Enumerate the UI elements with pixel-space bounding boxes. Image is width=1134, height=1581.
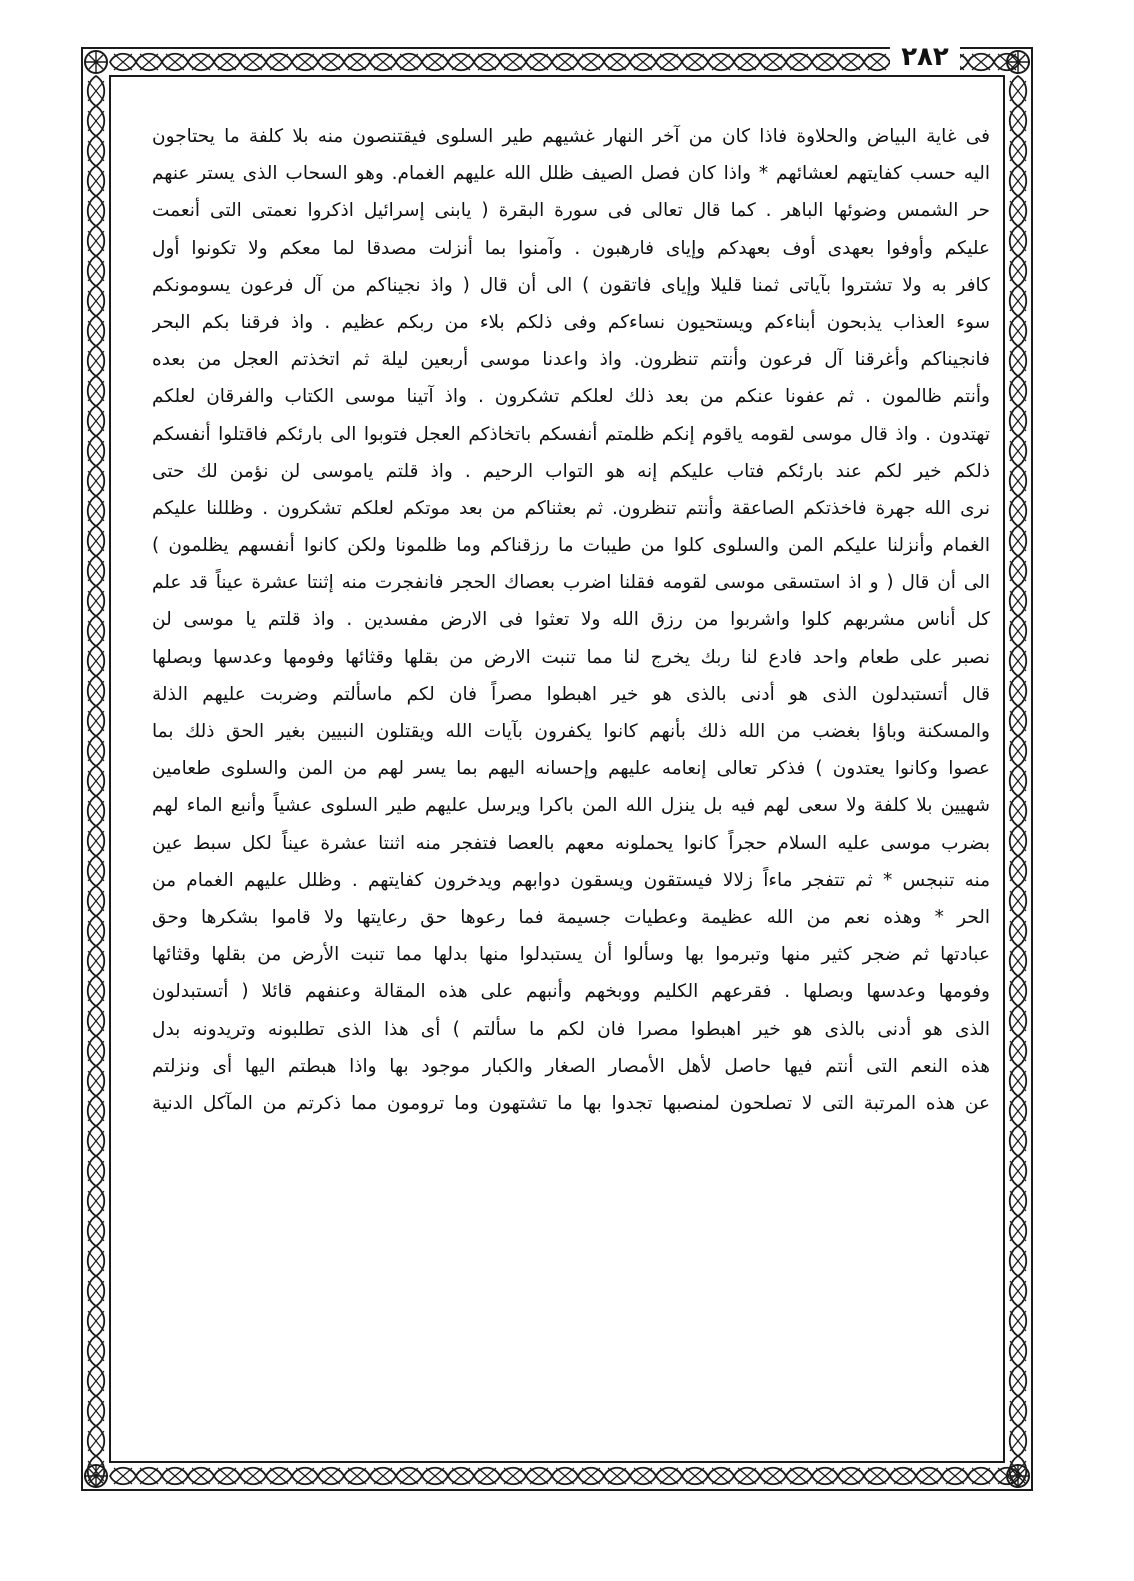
text-line: وفومها وعدسها وبصلها . فقرعهم الكليم ووبخهم وأنبهم على هذه المقالة وعنفهم قائلا ( أتستبدلون [152, 981, 990, 1003]
text-line: حر الشمس وضوئها الباهر . كما قال تعالى فى سورة البقرة ( يابنى إسرائيل اذكروا نعمتى التى أنعمت [152, 200, 990, 222]
text-line: عن هذه المرتبة التى لا تصلحون لمنصبها تجدوا بها ما تشتهون وما ترومون مما ذكرتم من المآكل الدنية [152, 1092, 990, 1114]
text-line: ذلكم خير لكم عند بارئكم فتاب عليكم إنه هو التواب الرحيم . واذ قلتم ياموسى لن نؤمن لك حتى [152, 460, 990, 482]
text-line: اليه حسب كفايتهم لعشائهم * واذا كان فصل الصيف ظلل الله عليهم الغمام. وهو السحاب الذى يستر عنهم [152, 163, 990, 185]
text-line: كل أناس مشربهم كلوا واشربوا من رزق الله ولا تعثوا فى الارض مفسدين . واذ قلتم يا موسى لن [152, 609, 990, 631]
body-text [152, 118, 990, 1458]
text-line: عليكم وأوفوا بعهدى أوف بعهدكم وإياى فارهبون . وآمنوا بما أنزلت مصدقا لما معكم ولا تكونوا أول [152, 237, 990, 259]
text-line: نرى الله جهرة فاخذتكم الصاعقة وأنتم تنظرون. ثم بعثناكم من بعد موتكم لعلكم تشكرون . وظللنا عليكم [152, 497, 990, 519]
page-number: ٢٨٢ [890, 40, 960, 74]
text-line: عبادتها ثم ضجر كثير منها وتبرموا بها وسألوا أن يستبدلوا منها بدلها مما تنبت الأرض من بقلها وقثائها [152, 944, 990, 966]
text-line: كافر به ولا تشتروا بآياتى ثمنا قليلا وإياى فاتقون ) الى أن قال ( واذ نجيناكم من آل فرعون يسومونكم [152, 274, 990, 296]
text-line: عصوا وكانوا يعتدون ) فذكر تعالى إنعامه عليهم وإحسانه اليهم بما يسر لهم من المن والسلوى طعامين [152, 758, 990, 780]
text-line: منه تنبجس * ثم تتفجر ماءاً زلالا فيستقون ويسقون دوابهم ويدخرون كفايتهم . وظلل عليهم الغمام من [152, 869, 990, 891]
text-line: فانجيناكم وأغرقنا آل فرعون وأنتم تنظرون. واذ واعدنا موسى أربعين ليلة ثم اتخذتم العجل من بعده [152, 349, 990, 371]
text-line: تهتدون . واذ قال موسى لقومه ياقوم إنكم ظلمتم أنفسكم باتخاذكم العجل فتوبوا الى بارئكم فاقتلوا أنفسكم [152, 423, 990, 445]
text-line: سوء العذاب يذبحون أبناءكم ويستحيون نساءكم وفى ذلكم بلاء من ربكم عظيم . واذ فرقنا بكم البحر [152, 311, 990, 333]
text-line: هذه النعم التى أنتم فيها حاصل لأهل الأمصار الصغار والكبار موجود بها واذا هبطتم اليها أى ونزلتم [152, 1055, 990, 1077]
text-line: شهيين بلا كلفة ولا سعى لهم فيه بل ينزل الله المن باكرا ويرسل عليهم طير السلوى عشياً وأنبع الماء لهم [152, 795, 990, 817]
text-line: الحر * وهذه نعم من الله عظيمة وعطيات جسيمة فما رعوها حق رعايتها ولا قاموا بشكرها وحق [152, 906, 990, 928]
text-line: فى غاية البياض والحلاوة فاذا كان من آخر النهار غشيهم طير السلوى فيقتنصون منه بلا كلفة ما يحتاجون [152, 126, 990, 147]
text-line: الذى هو أدنى بالذى هو خير اهبطوا مصرا فان لكم ما سألتم ) أى هذا الذى تطلبونه وتريدونه بدل [152, 1018, 990, 1040]
text-line: نصبر على طعام واحد فادع لنا ربك يخرج لنا مما تنبت الارض من بقلها وقثائها وفومها وعدسها وبصلها [152, 646, 990, 668]
text-line: الى أن قال ( و اذ استسقى موسى لقومه فقلنا اضرب بعصاك الحجر فانفجرت منه إثنتا عشرة عيناً قد علم [152, 572, 990, 594]
text-line: وأنتم ظالمون . ثم عفونا عنكم من بعد ذلك لعلكم تشكرون . واذ آتينا موسى الكتاب والفرقان لعلكم [152, 386, 990, 408]
text-line: والمسكنة وباؤا بغضب من الله ذلك بأنهم كانوا يكفرون بآيات الله ويقتلون النبيين بغير الحق ذلك بما [152, 721, 990, 742]
text-line: قال أتستبدلون الذى هو أدنى بالذى هو خير اهبطوا مصراً فان لكم ماسألتم وضربت عليهم الذلة [152, 683, 990, 705]
text-line: الغمام وأنزلنا عليكم المن والسلوى كلوا من طيبات ما رزقناكم وما ظلمونا ولكن كانوا أنفسهم يظلمون ) [152, 535, 990, 557]
text-line: بضرب موسى عليه السلام حجراً كانوا يحملونه معهم بالعصا فتفجر منه اثنتا عشرة عيناً لكل سبط عين [152, 832, 990, 854]
